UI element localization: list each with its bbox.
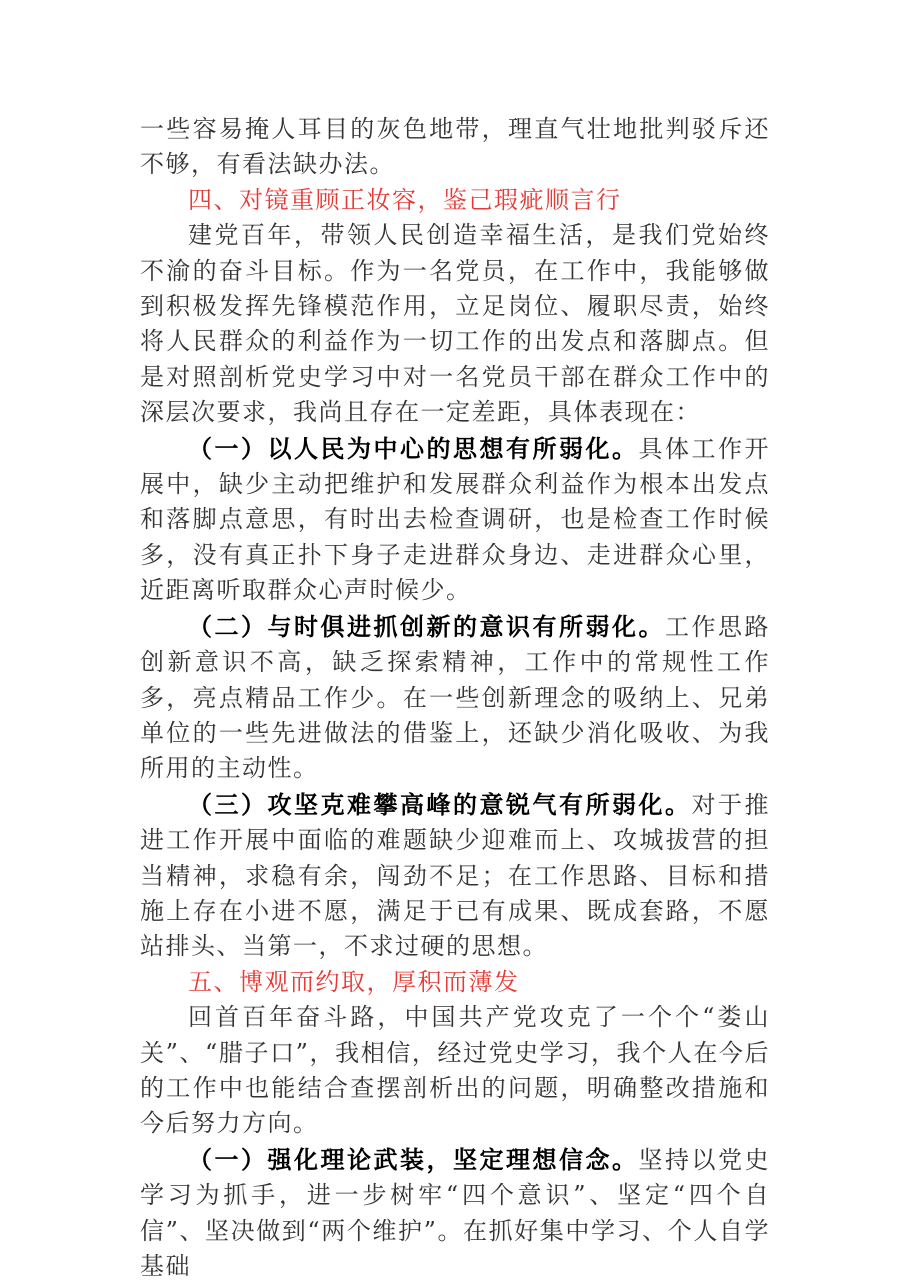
item-lead: （三）攻坚克难攀高峰的意锐气有所弱化。 xyxy=(188,789,692,819)
section-heading-5 xyxy=(140,965,770,1000)
item-paragraph-3 xyxy=(140,787,770,965)
item-paragraph-2 xyxy=(140,609,770,787)
item-text: 坚持以党史学习为抓手，进一步树牢“四个意识”、坚定“四个自信”、坚决做到“两个维护”。在抓好集中学习、个人自学基础 xyxy=(140,1145,770,1280)
item-text: 具体工作开展中，缺少主动把维护和发展群众利益作为根本出发点和落脚点意思，有时出去检查调研，也是检查工作时候多，没有真正扑下身子走进群众身边、走进群众心里，近距离听取群众心声时候少。 xyxy=(140,434,770,605)
item-text: 工作思路创新意识不高，缺乏探索精神，工作中的常规性工作多，亮点精品工作少。在一些创新理念的吸纳上、兄弟单位的一些先进做法的借鉴上，还缺少消化吸收、为我所用的主动性。 xyxy=(140,612,770,783)
paragraph-text: 回首百年奋斗路，中国共产党攻克了一个个“娄山关”、“腊子口”，我相信，经过党史学习，我个人在今后的工作中也能结合查摆剖析出的问题，明确整改措施和今后努力方向。 xyxy=(140,1003,770,1138)
continuation-paragraph xyxy=(140,112,770,183)
heading-text: 四、对镜重顾正妆容，鉴己瑕疵顺言行 xyxy=(188,185,622,214)
item-lead: （一）强化理论武装，坚定理想信念。 xyxy=(188,1144,639,1174)
body-paragraph xyxy=(140,1000,770,1142)
item-lead: （二）与时俱进抓创新的意识有所弱化。 xyxy=(188,611,665,641)
paragraph-text: 建党百年，带领人民创造幸福生活，是我们党始终不渝的奋斗目标。作为一名党员，在工作中，我能够做到积极发挥先锋模范作用，立足岗位、履职尽责，始终将人民群众的利益作为一切工作的出发点和落脚点。但是对照剖析党史学习中对一名党员干部在群众工作中的深层次要求，我尚且存在一定差距，具体表现在： xyxy=(140,221,770,427)
document-page xyxy=(140,112,770,1284)
item-paragraph-1 xyxy=(140,431,770,609)
body-paragraph xyxy=(140,218,770,430)
item-lead: （一）以人民为中心的思想有所弱化。 xyxy=(188,433,639,463)
paragraph-text: 一些容易掩人耳目的灰色地带，理直气壮地批判驳斥还不够，有看法缺办法。 xyxy=(140,115,770,179)
item-text: 对于推进工作开展中面临的难题缺少迎难而上、攻城拔营的担当精神，求稳有余，闯劲不足；在工作思路、目标和措施上存在小进不愿，满足于已有成果、既成套路，不愿站排头、当第一，不求过硬的思想。 xyxy=(140,790,770,961)
item-paragraph-4 xyxy=(140,1142,770,1285)
heading-text: 五、博观而约取，厚积而薄发 xyxy=(188,967,520,996)
section-heading-4 xyxy=(140,183,770,218)
